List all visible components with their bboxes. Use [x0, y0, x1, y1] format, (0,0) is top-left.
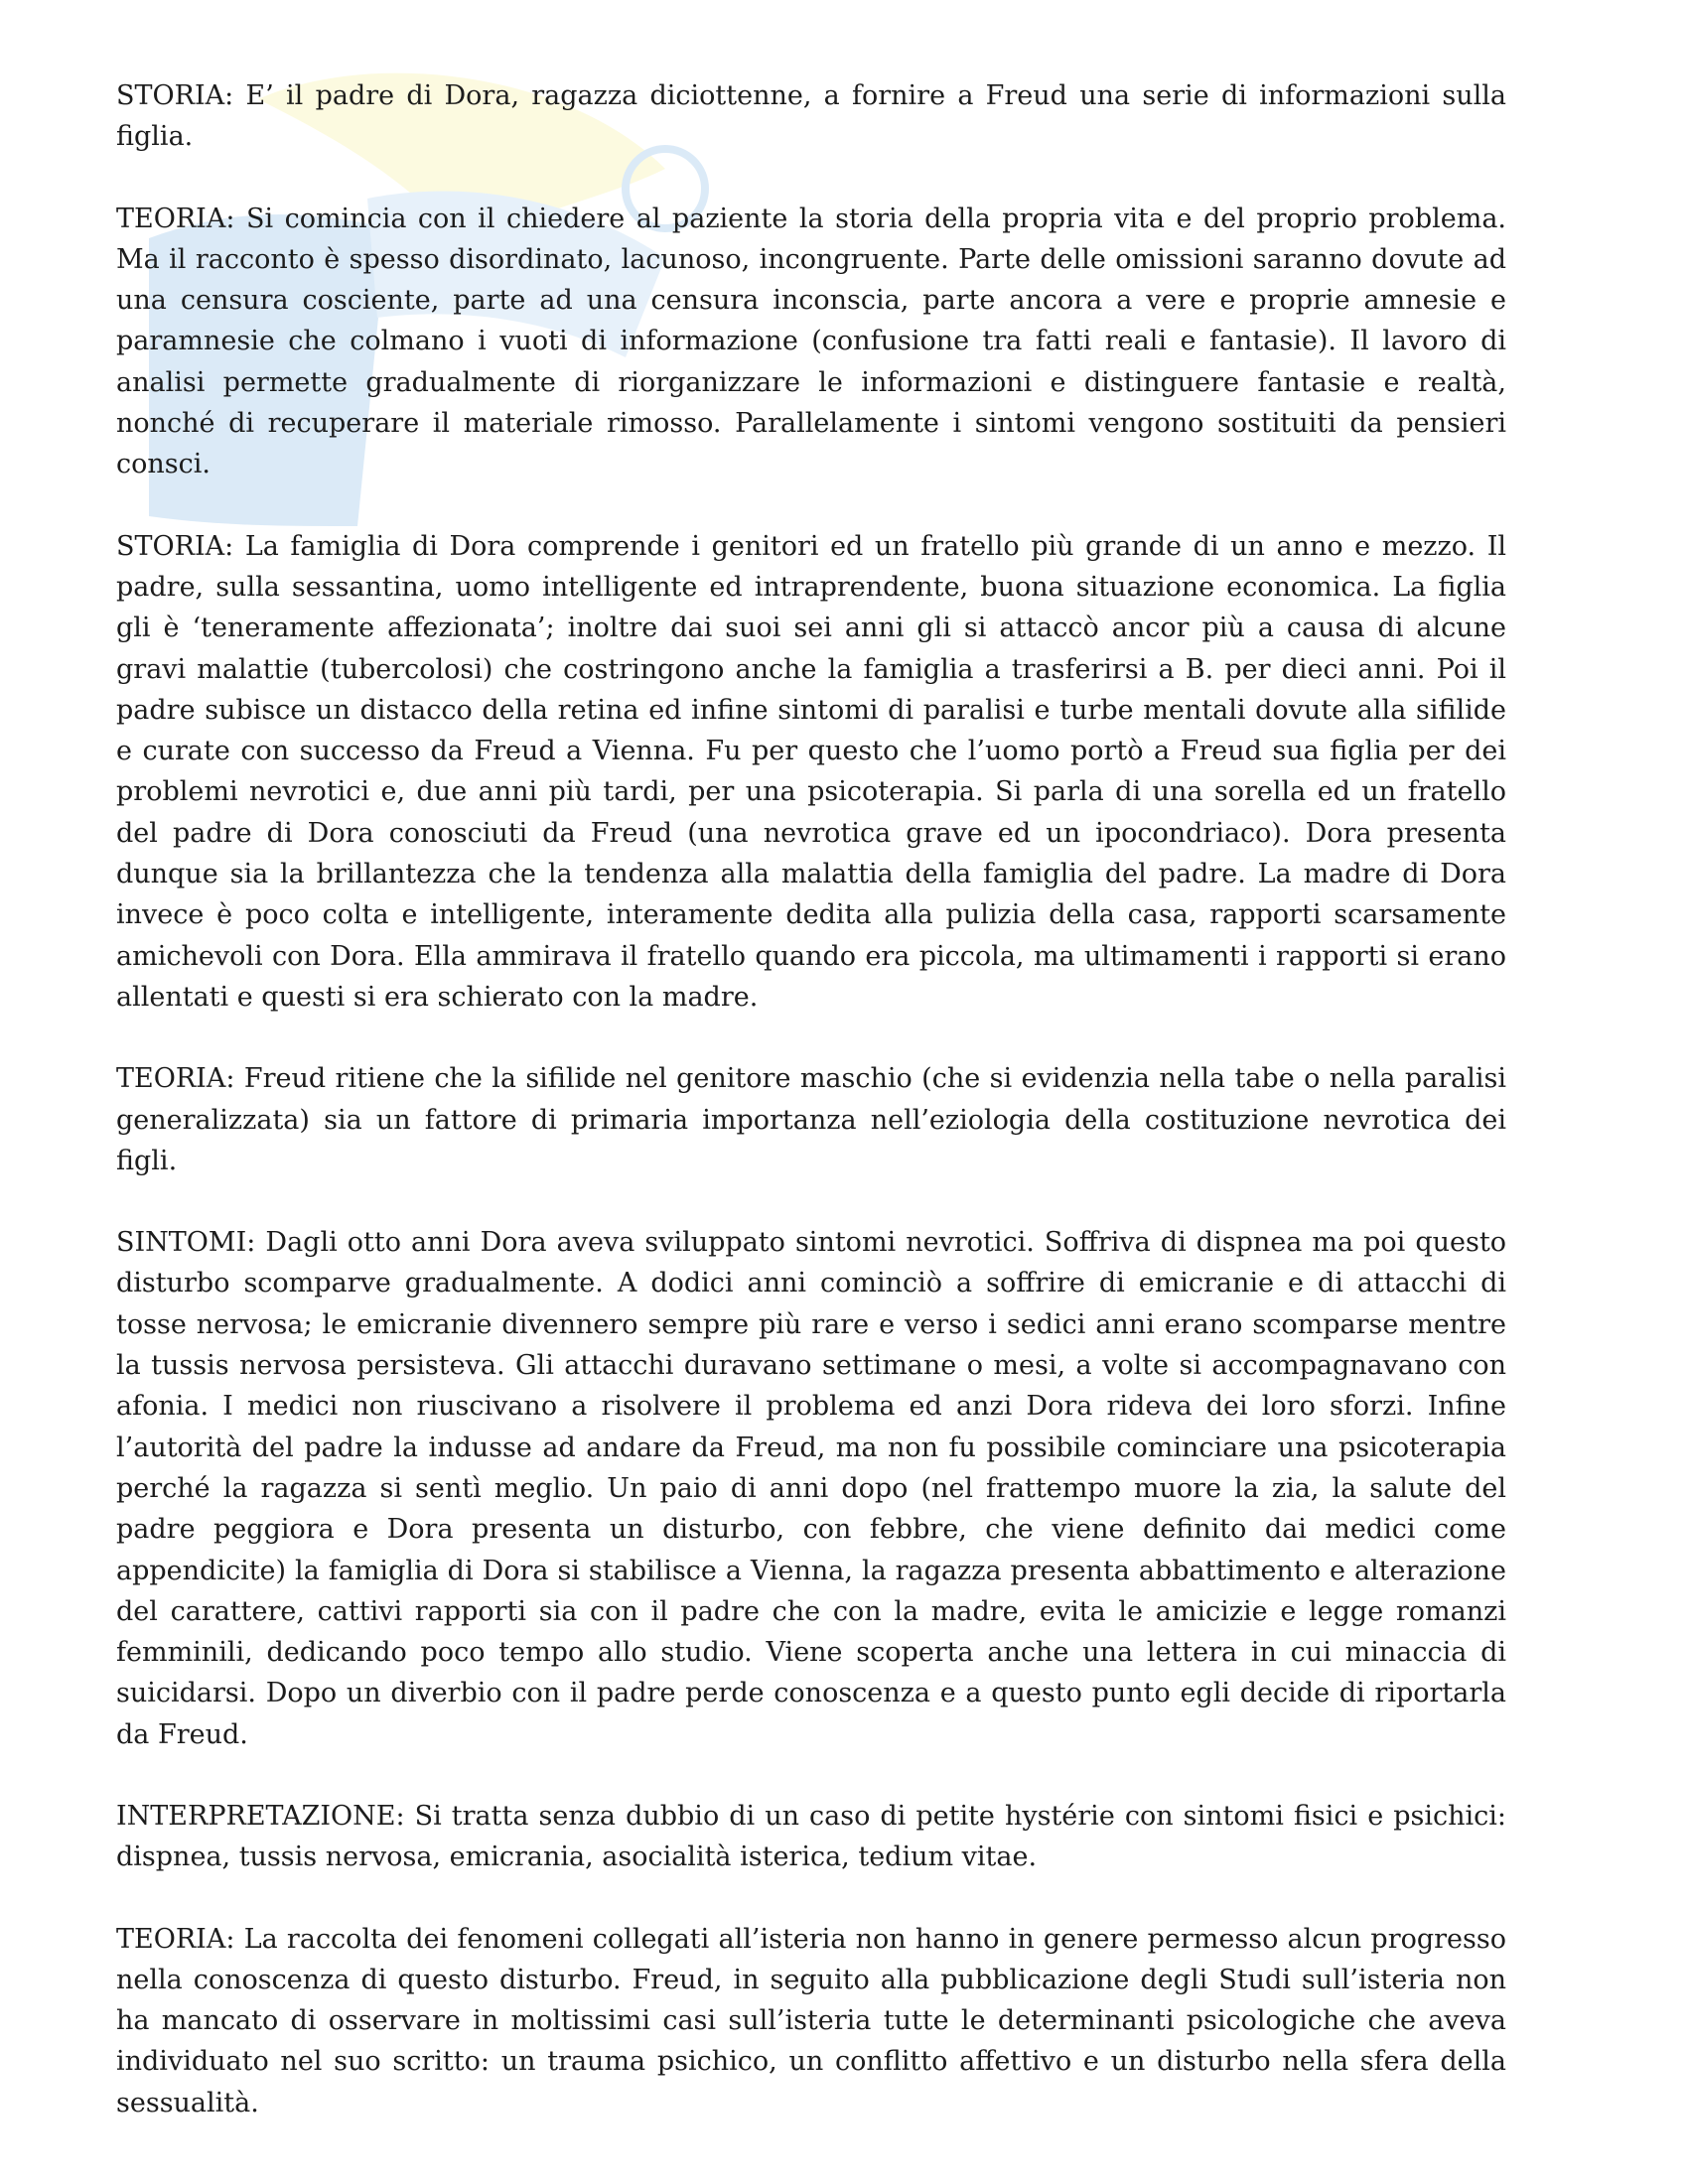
paragraph-sintomi — [116, 1222, 1506, 1755]
section-label: TEORIA: — [116, 1063, 235, 1095]
paragraph-text: La famiglia di Dora comprende i genitori ed un fratello più grande di un anno e mezzo. Il padre, sulla sessantina, uomo intelligente ed intraprendente, buona situazione economica. La figlia gli è ‘teneramente affezionata’; inoltre dai suoi sei anni gli si attaccò ancor più a causa di alcune gravi malattie (tubercolosi) che costringono anche la famiglia a trasferirsi a B. per dieci anni. Poi il padre subisce un distacco della retina ed infine sintomi di paralisi e turbe mentali dovute alla sifilide e curate con successo da Freud a Vienna. Fu per questo che l’uomo portò a Freud sua figlia per dei problemi nevrotici e, due anni più tardi, per una psicoterapia. Si parla di una sorella ed un fratello del padre di Dora conosciuti da Freud (una nevrotica grave ed un ipocondriaco). Dora presenta dunque sia la brillantezza che la tendenza alla malattia della famiglia del padre. La madre di Dora invece è poco colta e intelligente, interamente dedita alla pulizia della casa, rapporti scarsamente amichevoli con Dora. Ella ammirava il fratello quando era piccola, ma ultimamenti i rapporti si erano allentati e questi si era schierato con la madre. — [116, 530, 1506, 1013]
paragraph-interpretazione — [116, 1796, 1506, 1878]
section-label: TEORIA: — [116, 1923, 235, 1955]
paragraph-storia-1 — [116, 75, 1506, 158]
paragraph-teoria-1 — [116, 199, 1506, 485]
paragraph-text: Dagli otto anni Dora aveva sviluppato sintomi nevrotici. Soffriva di dispnea ma poi questo disturbo scomparve gradualmente. A dodici anni cominciò a soffrire di emicranie e di attacchi di tosse nervosa; le emicranie divennero sempre più rare e verso i sedici anni erano scomparse mentre la tussis nervosa persisteva. Gli attacchi duravano settimane o mesi, a volte si accompagnavano con afonia. I medici non riuscivano a risolvere il problema ed anzi Dora rideva dei loro sforzi. Infine l’autorità del padre la indusse ad andare da Freud, ma non fu possibile cominciare una psicoterapia perché la ragazza si sentì meglio. Un paio di anni dopo (nel frattempo muore la zia, la salute del padre peggiora e Dora presenta un disturbo, con febbre, che viene definito dai medici come appendicite) la famiglia di Dora si stabilisce a Vienna, la ragazza presenta abbattimento e alterazione del carattere, cattivi rapporti sia con il padre che con la madre, evita le amicizie e legge romanzi femminili, dedicando poco tempo allo studio. Viene scoperta anche una lettera in cui minaccia di suicidarsi. Dopo un diverbio con il padre perde conoscenza e a questo punto egli decide di riportarla da Freud. — [116, 1227, 1506, 1750]
paragraph-text: Si comincia con il chiedere al paziente la storia della propria vita e del proprio problema. Ma il racconto è spesso disordinato, lacunoso, incongruente. Parte delle omissioni saranno dovute ad una censura cosciente, parte ad una censura inconscia, parte ancora a vere e proprie amnesie e paramnesie che colmano i vuoti di informazione (confusione tra fatti reali e fantasie). Il lavoro di analisi permette gradualmente di riorganizzare le informazioni e distinguere fantasie e realtà, nonché di recuperare il materiale rimosso. Parallelamente i sintomi vengono sostituiti da pensieri consci. — [116, 203, 1506, 480]
paragraph-teoria-2 — [116, 1058, 1506, 1181]
paragraph-text: E’ il padre di Dora, ragazza diciottenne, a fornire a Freud una serie di informazioni sulla figlia. — [116, 80, 1506, 153]
paragraph-text: La raccolta dei fenomeni collegati all’isteria non hanno in genere permesso alcun progresso nella conoscenza di questo disturbo. Freud, in seguito alla pubblicazione degli Studi sull’isteria non ha mancato di osservare in moltissimi casi sull’isteria tutte le determinanti psicologiche che aveva individuato nel suo scritto: un trauma psichico, un conflitto affettivo e un disturbo nella sfera della sessualità. — [116, 1923, 1506, 2118]
section-label: STORIA: — [116, 80, 234, 111]
section-label: INTERPRETAZIONE: — [116, 1800, 405, 1832]
paragraph-text: Freud ritiene che la sifilide nel genitore maschio (che si evidenzia nella tabe o nella paralisi generalizzata) sia un fattore di primaria importanza nell’eziologia della costituzione nevrotica dei figli. — [116, 1063, 1506, 1176]
section-label: TEORIA: — [116, 203, 235, 234]
section-label: SINTOMI: — [116, 1227, 256, 1259]
paragraph-storia-2 — [116, 526, 1506, 1019]
paragraph-teoria-3 — [116, 1919, 1506, 2123]
document-body — [116, 75, 1506, 2164]
paragraph-text: Si tratta senza dubbio di un caso di petite hystérie con sintomi fisici e psichici: dispnea, tussis nervosa, emicrania, asocialità isterica, tedium vitae. — [116, 1800, 1506, 1873]
section-label: STORIA: — [116, 530, 234, 562]
